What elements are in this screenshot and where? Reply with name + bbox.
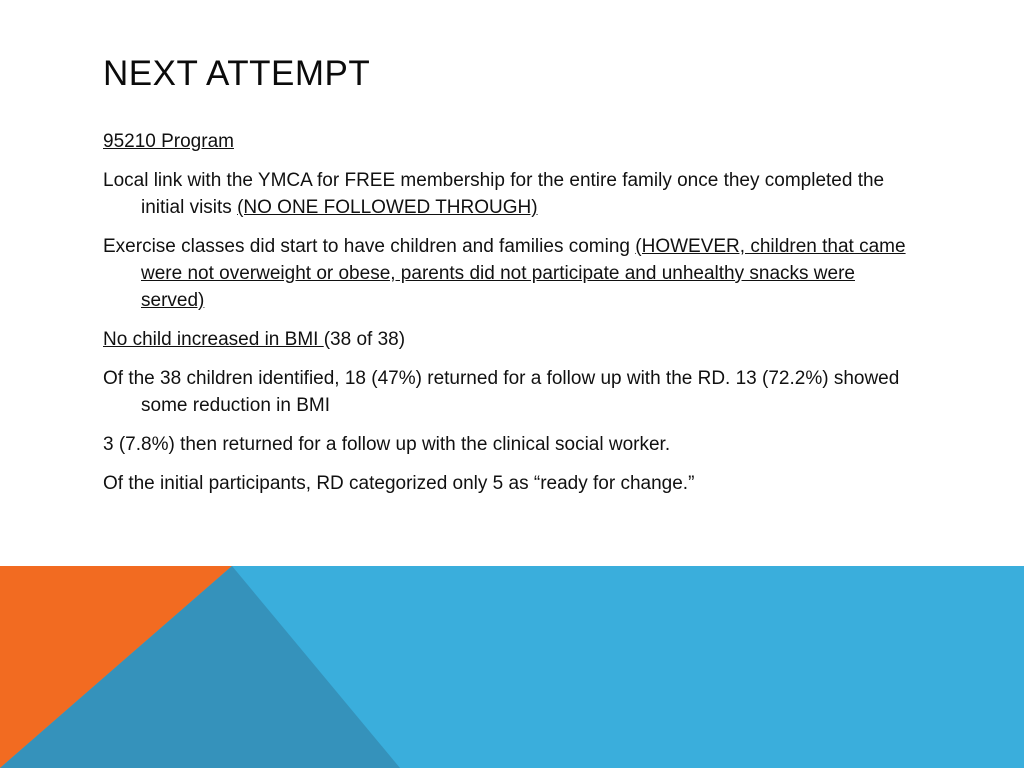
bullet-exercise-note: (HOWEVER, children that came were not overweight or obese, parents did not participate and unhealthy snacks were served) [141,236,906,311]
bullet-ymca [103,167,913,221]
bullet-bmi [103,326,913,353]
slide-body [103,128,913,509]
bullet-exercise-rest: did start to have children and families coming [244,236,636,257]
footer-decoration [0,566,1024,768]
bullet-ymca-lead: Local link with the YMCA for FREE membership [103,170,505,191]
bullet-exercise-lead: Exercise classes [103,236,245,257]
bullet-ready-for-change: Of the initial participants, RD categorized only 5 as “ready for change.” [103,473,695,494]
bullet-bmi-lead: No child increased in BMI [103,329,324,350]
slide-title: NEXT ATTEMPT [103,54,371,93]
bullet-ymca-rest: for the entire family once they completed the initial visits [141,170,885,218]
program-heading [103,128,913,155]
bullet-ymca-note: (NO ONE FOLLOWED THROUGH) [237,197,538,218]
program-heading-text: 95210 Program [103,131,234,152]
bullet-social-worker: 3 (7.8%) then returned for a follow up with the clinical social worker. [103,434,671,455]
bullet-bmi-rest: (38 of 38) [323,329,406,350]
bullet-exercise [103,233,913,314]
bullet-children-identified: Of the 38 children identified, 18 (47%) returned for a follow up with the RD. 13 (72.2%) showed some reduction in BMI [103,368,900,416]
